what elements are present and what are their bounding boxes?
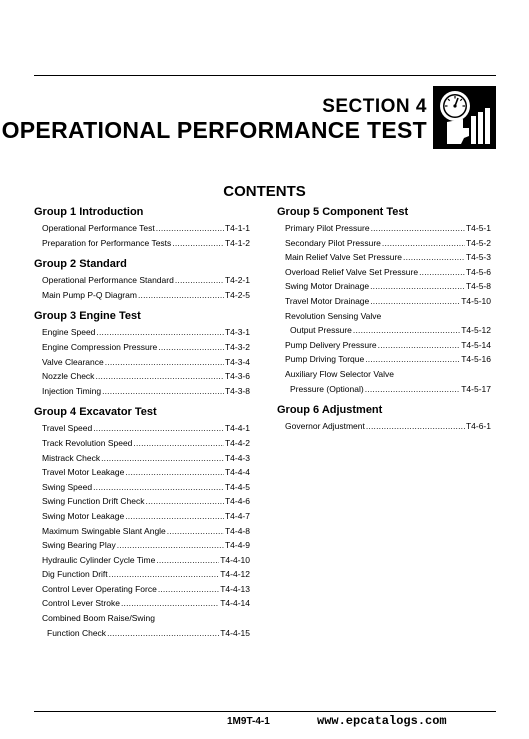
toc-entry-label: Engine Compression Pressure xyxy=(42,341,158,352)
toc-dot-leader xyxy=(107,626,219,641)
toc-dot-leader xyxy=(158,340,224,355)
toc-dot-leader xyxy=(93,421,224,436)
toc-entry-label: Swing Motor Leakage xyxy=(42,510,125,521)
toc-group xyxy=(277,205,491,396)
toc-dot-leader xyxy=(378,338,461,353)
toc-dot-leader xyxy=(102,384,224,399)
toc-entry-label: Swing Speed xyxy=(42,481,93,492)
toc-entry-label: Engine Speed xyxy=(42,327,96,338)
toc-entry-page: T4-5-12 xyxy=(461,325,491,336)
toc-entry[interactable] xyxy=(34,596,250,611)
toc-dot-leader xyxy=(95,369,224,384)
toc-entry-label: Main Pump P-Q Diagram xyxy=(42,289,137,300)
toc-entry-label: Main Relief Valve Set Pressure xyxy=(285,252,403,263)
toc-dot-leader xyxy=(167,524,224,539)
toc-entry-page: T4-1-2 xyxy=(224,237,250,248)
toc-entry-page: T4-4-3 xyxy=(224,452,250,463)
section-label: SECTION 4 xyxy=(322,96,427,117)
toc-dot-leader xyxy=(133,436,224,451)
toc-group xyxy=(34,257,250,302)
toc-dot-leader xyxy=(93,480,224,495)
toc-entry[interactable] xyxy=(277,338,491,353)
toc-entry-page: T4-4-12 xyxy=(220,569,250,580)
toc-entry-label: Secondary Pilot Pressure xyxy=(285,237,381,248)
toc-entry-page: T4-5-1 xyxy=(465,223,491,233)
toc-entry[interactable] xyxy=(34,273,250,288)
toc-entry[interactable] xyxy=(34,465,250,480)
toc-entry-label: Nozzle Check xyxy=(42,371,95,382)
toc-entry-label: Combined Boom Raise/Swing xyxy=(42,613,155,624)
toc-entry[interactable] xyxy=(277,250,491,265)
toc-dot-leader xyxy=(138,288,224,303)
toc-entry[interactable] xyxy=(34,436,250,451)
toc-entry[interactable] xyxy=(34,340,250,355)
toc-entry-page: T4-5-6 xyxy=(465,266,491,277)
section-title: OPERATIONAL PERFORMANCE TEST xyxy=(1,117,427,143)
toc-entry[interactable] xyxy=(34,611,250,626)
watermark: www.epcatalogs.com xyxy=(317,714,447,728)
toc-entry-page: T4-4-7 xyxy=(224,510,250,521)
toc-entry[interactable] xyxy=(277,419,491,434)
toc-entry[interactable] xyxy=(34,325,250,340)
toc-entry[interactable] xyxy=(34,221,250,236)
toc-entry[interactable] xyxy=(277,265,491,280)
toc-entry-page: T4-4-6 xyxy=(224,496,250,507)
toc-entry-page: T4-5-3 xyxy=(465,252,491,263)
toc-entry-page: T4-4-13 xyxy=(220,583,250,594)
toc-left-column xyxy=(34,205,250,647)
toc-entry[interactable] xyxy=(34,538,250,553)
toc-entry-label: Swing Motor Drainage xyxy=(285,281,370,292)
toc-entry-label: Injection Timing xyxy=(42,385,102,396)
toc-entry[interactable] xyxy=(277,323,491,338)
toc-entry[interactable] xyxy=(34,626,250,641)
toc-entry-label: Mistrack Check xyxy=(42,452,101,463)
toc-entry-page: T4-2-1 xyxy=(224,275,250,286)
toc-dot-leader xyxy=(365,352,460,367)
toc-entry-page: T4-4-14 xyxy=(220,598,250,609)
toc-group xyxy=(34,205,250,250)
toc-entry-label: Track Revolution Speed xyxy=(42,437,133,448)
toc-entry-page: T4-3-1 xyxy=(224,327,250,338)
toc-entry[interactable] xyxy=(277,382,491,397)
toc-entry-label: Travel Motor Leakage xyxy=(42,467,125,478)
toc-entry[interactable] xyxy=(34,509,250,524)
toc-dot-leader xyxy=(419,265,465,280)
toc-entry[interactable] xyxy=(34,288,250,303)
toc-entry[interactable] xyxy=(277,294,491,309)
toc-entry-label: Auxiliary Flow Selector Valve xyxy=(285,368,394,379)
toc-dot-leader xyxy=(370,294,460,309)
toc-dot-leader xyxy=(117,538,224,553)
toc-entry[interactable] xyxy=(277,309,491,324)
toc-entry-label: Revolution Sensing Valve xyxy=(285,310,382,321)
toc-dot-leader xyxy=(403,250,465,265)
toc-entry[interactable] xyxy=(34,369,250,384)
toc-entry-page: T4-5-10 xyxy=(461,295,491,306)
toc-entry-label: Control Lever Operating Force xyxy=(42,583,157,594)
toc-entry-page: T4-5-17 xyxy=(461,383,491,394)
toc-entry-page: T4-4-8 xyxy=(224,525,250,536)
toc-dot-leader xyxy=(370,279,465,294)
toc-entry-label: Overload Relief Valve Set Pressure xyxy=(285,266,419,277)
toc-entry-page: T4-4-9 xyxy=(224,540,250,551)
toc-entry-label: Pump Driving Torque xyxy=(285,354,365,365)
toc-dot-leader xyxy=(109,567,220,582)
contents-title: CONTENTS xyxy=(223,183,306,200)
toc-dot-leader xyxy=(101,451,224,466)
gauge-hand-icon xyxy=(433,86,496,149)
toc-entry[interactable] xyxy=(34,451,250,466)
toc-dot-leader xyxy=(175,273,224,288)
toc-group-title: Group 3 Engine Test xyxy=(34,310,141,323)
toc-group xyxy=(277,403,491,434)
toc-group-title: Group 2 Standard xyxy=(34,258,127,271)
toc-entry-page: T4-4-15 xyxy=(220,627,250,638)
top-rule xyxy=(34,75,496,76)
toc-dot-leader xyxy=(172,236,224,251)
toc-entry-label: Operational Performance Test xyxy=(42,223,155,233)
toc-entry-page: T4-3-8 xyxy=(224,385,250,396)
toc-entry-page: T4-3-6 xyxy=(224,371,250,382)
toc-entry-label: Travel Speed xyxy=(42,423,93,434)
toc-dot-leader xyxy=(353,323,460,338)
toc-entry-label: Primary Pilot Pressure xyxy=(285,223,370,233)
toc-group xyxy=(34,405,250,640)
toc-entry[interactable] xyxy=(34,236,250,251)
toc-entry[interactable] xyxy=(34,524,250,539)
toc-entry[interactable] xyxy=(34,494,250,509)
toc-entry[interactable] xyxy=(34,384,250,399)
toc-entry[interactable] xyxy=(34,553,250,568)
toc-dot-leader xyxy=(96,325,224,340)
toc-entry-page: T4-3-4 xyxy=(224,356,250,367)
toc-entry-label: Dig Function Drift xyxy=(42,569,108,580)
toc-dot-leader xyxy=(156,221,224,236)
toc-entry[interactable] xyxy=(34,480,250,495)
toc-entry-label: Control Lever Stroke xyxy=(42,598,120,609)
toc-entry-page: T4-5-2 xyxy=(465,237,491,248)
toc-dot-leader xyxy=(382,236,465,251)
toc-group-title: Group 4 Excavator Test xyxy=(34,406,157,419)
toc-entry-label: Pressure (Optional) xyxy=(290,383,364,394)
toc-group-title: Group 6 Adjustment xyxy=(277,404,383,417)
toc-entry-page: T4-3-2 xyxy=(224,341,250,352)
toc-entry-label: Pump Delivery Pressure xyxy=(285,339,377,350)
toc-entry-label: Operational Performance Standard xyxy=(42,275,174,286)
toc-dot-leader xyxy=(366,419,465,434)
toc-group xyxy=(34,309,250,398)
toc-entry-page: T4-2-5 xyxy=(224,289,250,300)
toc-entry-page: T4-4-1 xyxy=(224,423,250,434)
toc-dot-leader xyxy=(156,553,219,568)
toc-dot-leader xyxy=(158,582,219,597)
toc-entry-page: T4-4-10 xyxy=(220,554,250,565)
toc-entry-label: Swing Function Drift Check xyxy=(42,496,145,507)
toc-dot-leader xyxy=(121,596,219,611)
toc-entry[interactable] xyxy=(277,367,491,382)
bottom-rule xyxy=(34,711,496,712)
toc-right-column xyxy=(277,205,491,441)
toc-entry[interactable] xyxy=(277,279,491,294)
toc-entry-page: T4-4-4 xyxy=(224,467,250,478)
toc-entry[interactable] xyxy=(34,355,250,370)
toc-entry-label: Preparation for Performance Tests xyxy=(42,237,172,248)
toc-entry-label: Travel Motor Drainage xyxy=(285,295,370,306)
toc-entry-label: Hydraulic Cylinder Cycle Time xyxy=(42,554,156,565)
toc-entry-page: T4-6-1 xyxy=(465,421,491,432)
toc-entry-label: Valve Clearance xyxy=(42,356,104,367)
toc-group-title: Group 1 Introduction xyxy=(34,206,144,218)
toc-entry-page: T4-5-16 xyxy=(461,354,491,365)
toc-entry-label: Swing Bearing Play xyxy=(42,540,116,551)
toc-dot-leader xyxy=(125,509,224,524)
toc-entry-label: Governor Adjustment xyxy=(285,421,365,432)
toc-dot-leader xyxy=(105,355,224,370)
toc-dot-leader xyxy=(146,494,224,509)
toc-dot-leader xyxy=(125,465,224,480)
toc-entry[interactable] xyxy=(277,352,491,367)
toc-entry-page: T4-5-8 xyxy=(465,281,491,292)
toc-dot-leader xyxy=(371,221,465,236)
toc-group-title: Group 5 Component Test xyxy=(277,206,409,218)
toc-entry-label: Output Pressure xyxy=(290,325,352,336)
toc-entry[interactable] xyxy=(34,567,250,582)
toc-entry[interactable] xyxy=(34,582,250,597)
toc-entry-label: Maximum Swingable Slant Angle xyxy=(42,525,166,536)
toc-dot-leader xyxy=(365,382,461,397)
toc-entry[interactable] xyxy=(277,221,491,236)
toc-entry-page: T4-4-5 xyxy=(224,481,250,492)
toc-entry-label: Function Check xyxy=(47,627,107,638)
toc-entry[interactable] xyxy=(277,236,491,251)
page-code: 1M9T-4-1 xyxy=(227,716,270,727)
toc-entry-page: T4-5-14 xyxy=(461,339,491,350)
toc-entry-page: T4-4-2 xyxy=(224,437,250,448)
toc-entry[interactable] xyxy=(34,421,250,436)
toc-entry-page: T4-1-1 xyxy=(224,223,250,233)
